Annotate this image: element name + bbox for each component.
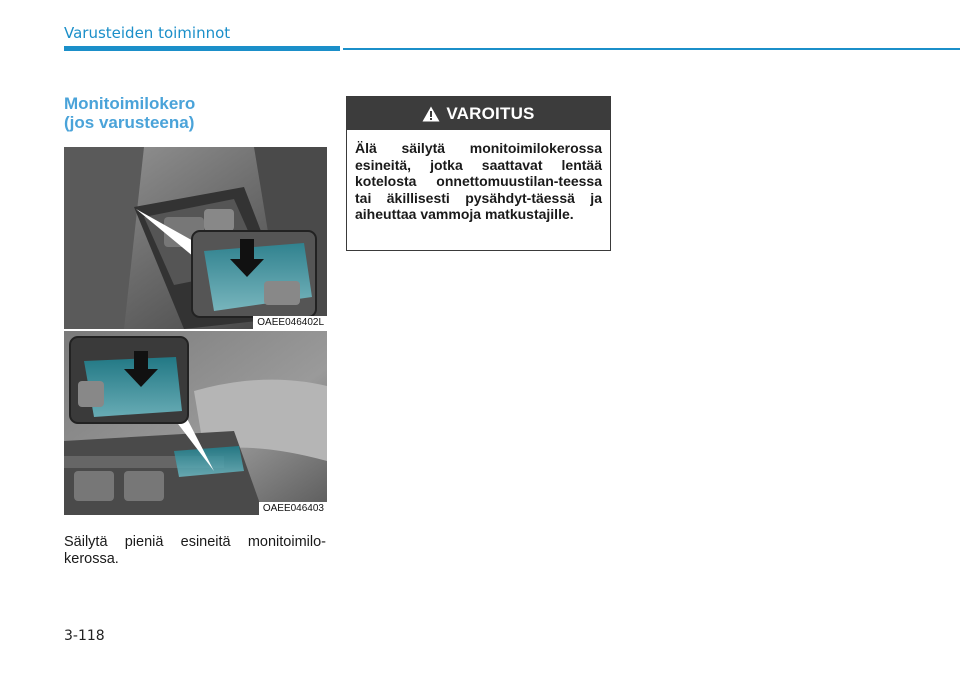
section-header-title: Varusteiden toiminnot <box>64 24 231 42</box>
section-title-line1: Monitoimilokero <box>64 94 196 113</box>
warning-label: VAROITUS <box>446 103 535 123</box>
warning-header <box>347 97 610 130</box>
body-paragraph: Säilytä pieniä esineitä monitoimilo-kerossa. <box>64 534 326 567</box>
figure-console-tray <box>64 147 327 329</box>
warning-triangle-icon <box>422 106 440 122</box>
section-title-line2: (jos varusteena) <box>64 113 195 132</box>
header-rule-thick <box>64 46 340 51</box>
header-rule-thin <box>343 48 960 50</box>
figure-console-compartment <box>64 331 327 515</box>
figure-code: OAEE046403 <box>259 502 327 515</box>
warning-text: Älä säilytä monitoimilokerossa esineitä, jotka saattavat lentää kotelosta onnettomuustilan-teessa tai äkillisesti pysähdyt-täessä ja aiheuttaa vammoja matkustajille. <box>355 140 602 222</box>
console-tray-illustration <box>64 147 327 329</box>
section-title <box>64 94 334 132</box>
figure-code: OAEE046402L <box>253 316 327 329</box>
console-compartment-illustration <box>64 331 327 515</box>
page-number: 3-118 <box>64 628 105 644</box>
warning-box <box>346 96 611 251</box>
